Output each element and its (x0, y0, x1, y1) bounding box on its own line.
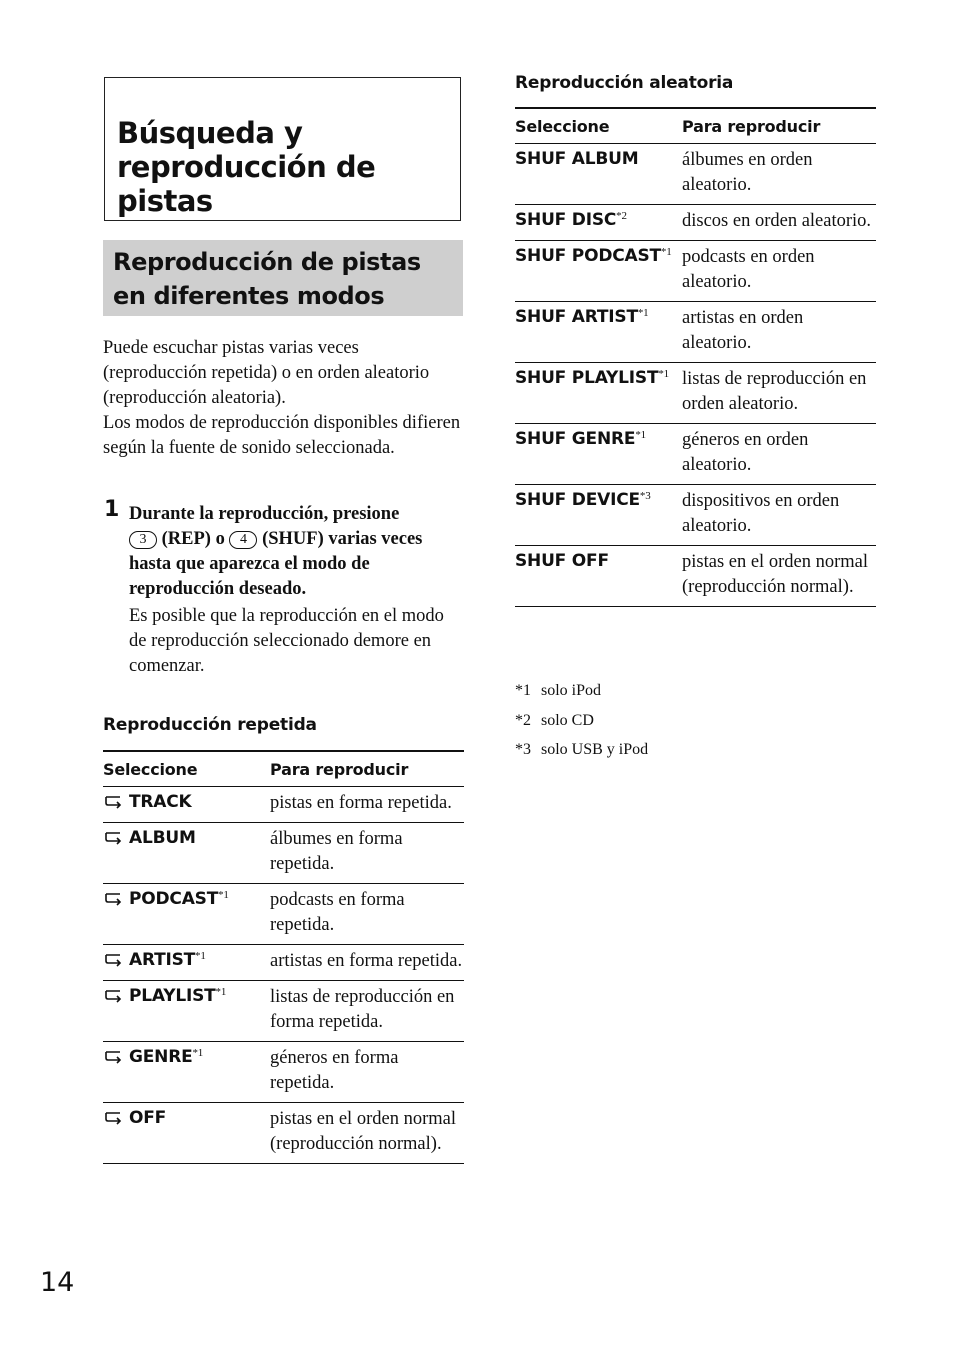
intro-paragraph-2: Los modos de reproducción disponibles difieren según la fuente de sonido seleccionada. (103, 413, 461, 458)
mode-cell (515, 241, 682, 302)
step-text-part1: Durante la reproducción, presione (129, 504, 400, 524)
footnote-ref: *1 (192, 1047, 204, 1059)
description-cell: géneros en orden aleatorio. (682, 424, 876, 485)
repeat-icon (103, 795, 123, 809)
table-row (515, 424, 876, 485)
step-instruction (129, 502, 464, 679)
footnote-mark: *1 (515, 682, 531, 699)
footnote-ref: *1 (215, 986, 227, 998)
repeat-icon (103, 892, 123, 906)
mode-label: SHUF GENRE (515, 429, 636, 449)
footnote-item (515, 676, 648, 706)
footnote-ref: *1 (218, 889, 229, 901)
mode-label: PLAYLIST (129, 986, 216, 1006)
description-cell: pistas en forma repetida. (270, 787, 464, 823)
page-title: Búsqueda y reproducción de pistas (117, 116, 376, 218)
mode-label: ALBUM (129, 828, 196, 848)
mode-label: ARTIST (129, 950, 196, 970)
table-row (103, 1042, 464, 1103)
description-cell: listas de reproducción en orden aleatorio. (682, 363, 876, 424)
subtitle-box (103, 240, 463, 316)
repeat-icon (103, 1111, 123, 1125)
footnote-ref: *3 (639, 490, 651, 502)
title-box (104, 77, 461, 221)
description-cell: pistas en el orden normal (reproducción normal). (682, 546, 876, 607)
table-row (515, 485, 876, 546)
key-3-icon: 3 (129, 531, 157, 549)
footnote-ref: *1 (635, 429, 646, 441)
description-cell: artistas en forma repetida. (270, 945, 464, 981)
mode-cell (103, 981, 270, 1042)
footnote-text: solo USB y iPod (541, 741, 649, 758)
mode-label: SHUF DEVICE (515, 490, 640, 510)
mode-cell (515, 205, 682, 241)
shuffle-table-title: Reproducción aleatoria (515, 73, 734, 93)
mode-label: SHUF PLAYLIST (515, 368, 659, 388)
mode-label: SHUF ALBUM (515, 149, 639, 169)
description-cell: listas de reproducción en forma repetida. (270, 981, 464, 1042)
repeat-icon (103, 953, 123, 967)
mode-cell (103, 884, 270, 945)
mode-cell (515, 546, 682, 607)
description-cell: álbumes en orden aleatorio. (682, 144, 876, 205)
description-cell: álbumes en forma repetida. (270, 823, 464, 884)
mode-cell (515, 302, 682, 363)
mode-label: SHUF DISC (515, 210, 617, 230)
description-cell: géneros en forma repetida. (270, 1042, 464, 1103)
table-row (515, 302, 876, 363)
mode-cell (515, 144, 682, 205)
step-text (129, 502, 464, 602)
intro-text (103, 336, 463, 461)
header-play: Para reproducir (270, 751, 464, 787)
table-row (103, 981, 464, 1042)
mode-label: OFF (129, 1108, 167, 1128)
page-number: 14 (40, 1267, 75, 1298)
mode-label: SHUF ARTIST (515, 307, 638, 327)
mode-cell (515, 363, 682, 424)
footnote-mark: *3 (515, 741, 531, 758)
step-text-part2: (REP) o (161, 529, 225, 549)
key-4-icon: 4 (229, 531, 257, 549)
table-row (103, 1103, 464, 1164)
mode-cell (103, 945, 270, 981)
step-number: 1 (104, 497, 120, 522)
description-cell: podcasts en orden aleatorio. (682, 241, 876, 302)
table-header-row (103, 751, 464, 787)
repeat-table-title: Reproducción repetida (103, 715, 317, 735)
step-text-part3: (SHUF) varias veces hasta que aparezca el modo de reproducción deseado. (129, 529, 423, 599)
description-cell: dispositivos en orden aleatorio. (682, 485, 876, 546)
footnotes (515, 676, 648, 765)
mode-cell (103, 823, 270, 884)
header-select: Seleccione (103, 751, 270, 787)
mode-cell (515, 424, 682, 485)
table-row (515, 205, 876, 241)
footnote-ref: *1 (637, 307, 649, 319)
footnote-ref: *1 (660, 246, 672, 258)
table-row (103, 787, 464, 823)
section-title: Reproducción de pistas en diferentes modos (113, 248, 421, 310)
table-row (103, 823, 464, 884)
mode-cell (103, 1103, 270, 1164)
footnote-item (515, 735, 648, 765)
mode-label: PODCAST (129, 889, 219, 909)
table-row (515, 363, 876, 424)
table-row (515, 144, 876, 205)
header-play: Para reproducir (682, 108, 876, 144)
footnote-text: solo CD (541, 711, 594, 729)
mode-label: SHUF OFF (515, 551, 609, 571)
mode-label: TRACK (129, 792, 192, 812)
footnote-ref: *1 (658, 368, 669, 380)
table-row (515, 241, 876, 302)
repeat-icon (103, 831, 123, 845)
mode-cell (103, 1042, 270, 1103)
description-cell: artistas en orden aleatorio. (682, 302, 876, 363)
footnote-item (515, 706, 648, 736)
table-row (103, 884, 464, 945)
mode-cell (515, 485, 682, 546)
step-note: Es posible que la reproducción en el modo de reproducción seleccionado demore en comenzar. (129, 606, 444, 676)
mode-label: SHUF PODCAST (515, 246, 661, 266)
mode-cell (103, 787, 270, 823)
header-select: Seleccione (515, 108, 682, 144)
footnote-text: solo iPod (541, 682, 602, 699)
repeat-icon (103, 989, 123, 1003)
footnote-mark: *2 (515, 711, 531, 729)
table-row (515, 546, 876, 607)
table-row (103, 945, 464, 981)
repeat-table (103, 750, 464, 1164)
mode-label: GENRE (129, 1047, 193, 1067)
intro-paragraph-1: Puede escuchar pistas varias veces (reproducción repetida) o en orden aleatorio (reproducción aleatoria). (103, 338, 430, 408)
table-header-row (515, 108, 876, 144)
description-cell: discos en orden aleatorio. (682, 205, 876, 241)
description-cell: podcasts en forma repetida. (270, 884, 464, 945)
footnote-ref: *2 (616, 210, 627, 222)
description-cell: pistas en el orden normal (reproducción normal). (270, 1103, 464, 1164)
repeat-icon (103, 1050, 123, 1064)
shuffle-table (515, 107, 876, 607)
footnote-ref: *1 (195, 950, 206, 962)
